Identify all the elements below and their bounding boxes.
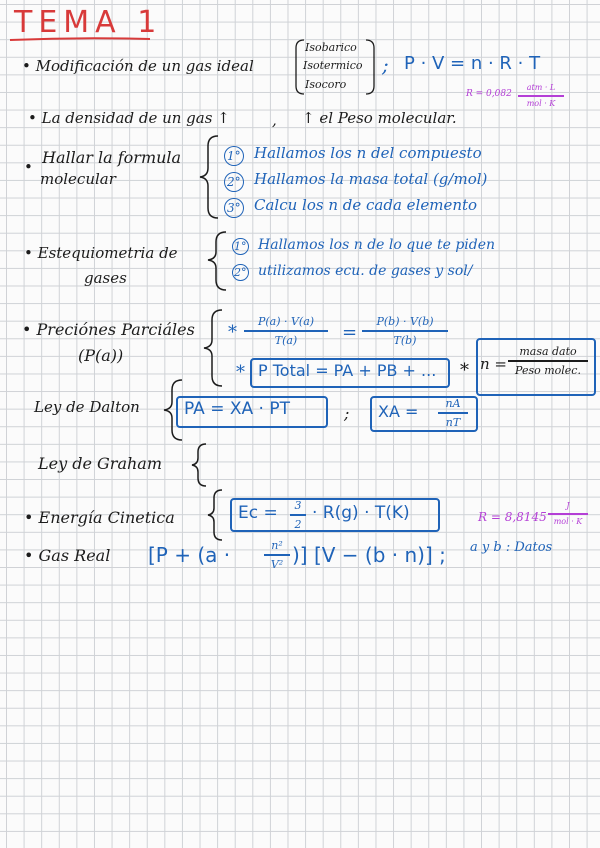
est-step-2-num: 2°: [234, 266, 247, 279]
process-isobarico: Isobarico: [305, 41, 357, 54]
xa-fraction: nA nT: [438, 398, 468, 428]
step-1-num: 1°: [224, 146, 244, 166]
energia-formula-right: · R(g) · T(K): [312, 503, 410, 523]
asterisk-1: *: [228, 322, 237, 343]
estequiometria-label-2: gases: [84, 269, 127, 287]
comma: ,: [272, 111, 277, 129]
energia-fraction: 3 2: [290, 500, 306, 530]
gas-real-note: a y b : Datos: [470, 540, 553, 555]
gas-ideal-label: • Modificación de un gas ideal: [22, 57, 254, 75]
page-title: TEMA 1: [14, 5, 163, 40]
xa-label: XA =: [378, 402, 419, 421]
formula-molecular-label-2: molecular: [40, 170, 116, 188]
graham-label: Ley de Graham: [38, 454, 162, 473]
step-2-text: Hallamos la masa total (g/mol): [254, 170, 488, 188]
energia-constant-label: R = 8,8145: [478, 510, 547, 524]
presion-total-formula: P Total = PA + PB + ...: [258, 361, 437, 380]
semicolon: ;: [382, 53, 389, 77]
estequiometria-label-1: • Estequiometria de: [24, 244, 178, 262]
r-constant-label: R = 0,082: [466, 89, 512, 99]
energia-constant-unit: J mol · K: [548, 502, 588, 526]
asterisk-2: *: [236, 362, 245, 383]
step-3-text: Calcu los n de cada elemento: [254, 196, 478, 214]
formula-molecular-label-1: Hallar la formula: [42, 148, 182, 167]
asterisk-3: *: [460, 360, 469, 381]
est-step-1-text: Hallamos los n de lo que te piden: [258, 237, 496, 253]
energia-label: • Energía Cinetica: [24, 508, 175, 527]
est-step-1-num: 1°: [234, 240, 247, 253]
step-1-text: Hallamos los n del compuesto: [254, 144, 482, 162]
semicolon-2: ;: [344, 404, 350, 423]
presiones-label-1: • Preciónes Parciáles: [22, 320, 195, 339]
energia-formula-left: Ec =: [238, 503, 278, 523]
presion-right-fraction: P(b) · V(b) T(b): [362, 316, 448, 346]
gas-real-formula-b: )] [V − (b · n)] ;: [292, 543, 446, 567]
dot-bullet: •: [24, 158, 33, 176]
n-fraction: masa dato Peso molec.: [508, 346, 588, 376]
gas-real-formula-a: [P + (a ·: [148, 543, 231, 567]
dalton-label: Ley de Dalton: [34, 398, 140, 416]
densidad-text: • La densidad de un gas ↑: [28, 109, 230, 127]
ideal-gas-formula: P · V = n · R · T: [404, 53, 541, 74]
process-isotermico: Isotermico: [303, 59, 363, 72]
step-3-num: 3°: [224, 198, 244, 218]
est-step-2-text: utilizamos ecu. de gases y sol/: [258, 263, 473, 279]
process-isocoro: Isocoro: [305, 78, 347, 91]
presiones-label-2: (P(a)): [78, 346, 124, 365]
n-label: n =: [480, 355, 507, 373]
equals-1: =: [342, 322, 358, 343]
presion-left-fraction: P(a) · V(a) T(a): [244, 316, 328, 346]
r-constant-unit: atm · L mol · K: [518, 84, 564, 108]
gas-real-fraction: n² V²: [264, 540, 290, 570]
gas-real-label: • Gas Real: [24, 546, 111, 565]
step-2-num: 2°: [224, 172, 244, 192]
densidad-text-2: ↑ el Peso molecular.: [302, 109, 457, 127]
dalton-formula: PA = XA · PT: [184, 399, 290, 419]
